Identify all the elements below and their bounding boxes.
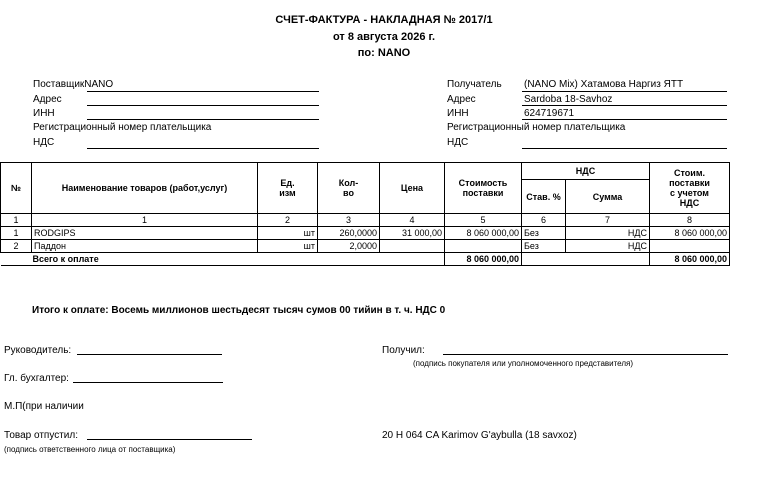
invoice-title: СЧЕТ-ФАКТУРА - НАКЛАДНАЯ № 2017/1 (275, 14, 493, 26)
header-name: Наименование товаров (работ,услуг) (32, 163, 258, 214)
supplier-address-label: Адрес (33, 94, 62, 105)
invoice-date: от 8 августа 2026 г. (332, 31, 436, 43)
row-qty: 260,0000 (318, 227, 380, 240)
header-price: Цена (380, 163, 445, 214)
row-name: RODGIPS (32, 227, 258, 240)
supplier-value: NANO (84, 79, 114, 90)
released-note: (подпись ответственного лица от поставщика) (4, 445, 176, 454)
vehicle-info: 20 H 064 CA Karimov G'aybulla (18 savxoz) (382, 430, 577, 441)
head-label: Руководитель: (4, 345, 72, 356)
invoice-by: по: NANO (357, 47, 411, 59)
row-no: 1 (1, 227, 32, 240)
table-row (1, 240, 730, 253)
row-price (380, 240, 445, 253)
invoice-table (0, 162, 730, 266)
supplier-label (33, 79, 113, 90)
total-label: Всего к оплате (1, 253, 445, 266)
buyer-label: Получатель (447, 79, 502, 90)
col-num: 2 (258, 214, 318, 227)
buyer-nds-label: НДС (447, 137, 469, 148)
buyer-inn-value: 624719671 (524, 108, 575, 119)
table-header-row (1, 163, 730, 180)
buyer-address-label: Адрес (447, 94, 476, 105)
received-note: (подпись покупателя или уполномоченного представителя) (413, 359, 634, 368)
buyer-address-value: Sardoba 18-Savhoz (524, 94, 613, 105)
header-sum: Сумма (566, 180, 650, 214)
row-unit: шт (258, 227, 318, 240)
header-unit: Ед. изм (258, 163, 318, 214)
supplier-label-text: Поставщик (33, 79, 85, 90)
table-total-row (1, 253, 730, 266)
col-num: 6 (522, 214, 566, 227)
row-total: 8 060 000,00 (650, 227, 730, 240)
header-total: Стоим. поставки с учетом НДС (650, 163, 730, 214)
accountant-label: Гл. бухгалтер: (4, 373, 69, 384)
supplier-inn-label: ИНН (33, 108, 55, 119)
received-label: Получил: (382, 345, 425, 356)
stamp-label: М.П(при наличии (4, 401, 84, 412)
table-row (1, 227, 730, 240)
row-no: 2 (1, 240, 32, 253)
buyer-reg-label: Регистрационный номер плательщика (447, 122, 626, 133)
supplier-reg-label: Регистрационный номер плательщика (33, 122, 212, 133)
row-rate: Без (522, 240, 566, 253)
row-name: Паддон (32, 240, 258, 253)
row-rate: Без (522, 227, 566, 240)
header-rate: Став. % (522, 180, 566, 214)
table-number-row (1, 214, 730, 227)
col-num: 1 (1, 214, 32, 227)
col-num: 3 (318, 214, 380, 227)
buyer-value: (NANO Mix) Хатамова Наргиз ЯТТ (524, 79, 684, 90)
buyer-inn-label: ИНН (447, 108, 469, 119)
row-price: 31 000,00 (380, 227, 445, 240)
row-cost (445, 240, 522, 253)
supplier-nds-label: НДС (33, 137, 55, 148)
row-qty: 2,0000 (318, 240, 380, 253)
total-total: 8 060 000,00 (650, 253, 730, 266)
row-unit: шт (258, 240, 318, 253)
row-total (650, 240, 730, 253)
col-num: 1 (32, 214, 258, 227)
col-num: 5 (445, 214, 522, 227)
total-nds-empty (522, 253, 650, 266)
row-sum: НДС (566, 227, 650, 240)
header-qty: Кол- во (318, 163, 380, 214)
row-cost: 8 060 000,00 (445, 227, 522, 240)
header-nds: НДС (522, 163, 650, 180)
amount-in-words: Итого к оплате: Восемь миллионов шестьдесят тысяч сумов 00 тийин в т. ч. НДС 0 (32, 305, 446, 316)
header-no: № (1, 163, 32, 214)
row-sum: НДС (566, 240, 650, 253)
total-cost: 8 060 000,00 (445, 253, 522, 266)
header-cost: Стоимость поставки (445, 163, 522, 214)
col-num: 7 (566, 214, 650, 227)
col-num: 4 (380, 214, 445, 227)
col-num: 8 (650, 214, 730, 227)
released-label: Товар отпустил: (4, 430, 78, 441)
